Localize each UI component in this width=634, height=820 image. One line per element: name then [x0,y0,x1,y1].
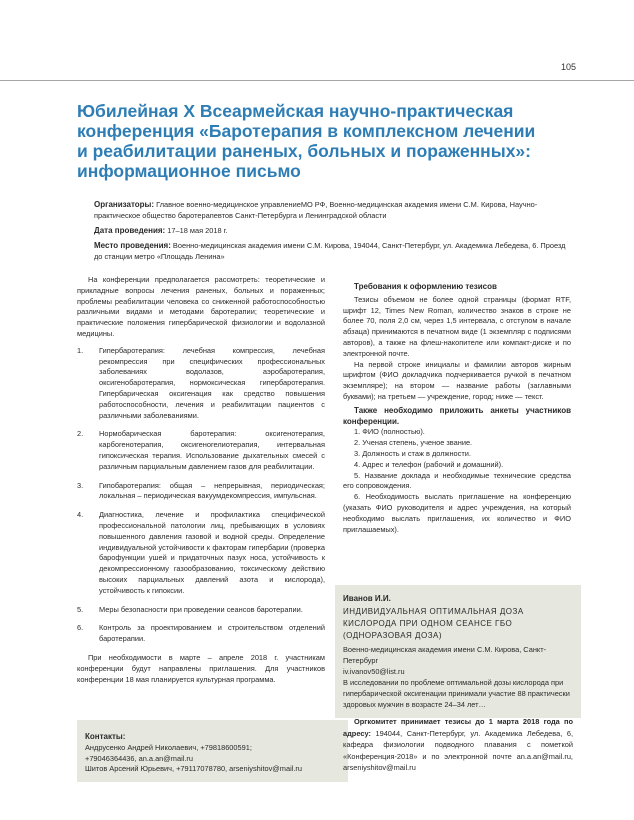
list-number: 1. [77,345,84,355]
event-date [94,225,574,236]
orgcom-text: 194044, Санкт-Петербург, ул. Академика Лебедева, 6, кафедра физиологии подводного плавания с пометкой «Конференция-2018» и по электронной почте an.a.an@mail.ru, arseniyshitov@mail.ru [343,728,574,772]
list-item [77,481,325,503]
abstract-email: iv.ivanov50@list.ru [343,667,405,676]
contacts-box [77,720,348,782]
organizers-text: Главное военно-медицинское управлениеМО РФ, Военно-медицинская академия имени С.М. Кирова, Научно-практическое общество баротерапевтов Санкт-Петербурга и Ленинградской области [94,200,538,220]
contact-line: +79046364436, an.a.an@mail.ru [85,753,193,763]
list-number: 6. [77,623,84,633]
list-item [77,510,325,596]
page-number: 105 [560,62,576,72]
contacts-label: Контакты: [85,732,126,741]
list-item: 2. Ученая степень, ученое звание. [354,438,473,448]
requirements-paragraph: На первой строке инициалы и фамилии авторов жирным шрифтом (ФИО докладчика подчеркивается ручкой в печатном экземпляре); на втором — название работы (заглавными буквами); на третьем — учреждение, город; ниже — текст. [343,359,571,401]
abstract-text: В исследовании по проблеме оптимальной дозы кислорода при гипербарической оксигенации принимали участие 88 практически здоровых мужчин в возрасте 24–34 лет… [343,678,570,709]
orgcom-notice [343,716,573,774]
list-item: 4. Адрес и телефон (рабочий и домашний). [354,459,504,469]
list-item [77,429,325,472]
list-number: 4. [77,510,84,520]
header-rule [0,80,634,81]
list-item [77,605,325,616]
organizers [94,199,574,221]
abstract-title: ИНДИВИДУАЛЬНАЯ ОПТИМАЛЬНАЯ ДОЗА КИСЛОРОДА ПРИ ОДНОМ СЕАНСЕ ГБО (ОДНОРАЗОВАЯ ДОЗА) [343,607,524,640]
orgcom-bold: Оргкомитет принимает тезисы до 1 марта 2018 года по адресу: [343,717,573,738]
list-item: 5. Название доклада и необходимые технические средства его сопровождения. [343,470,571,491]
list-text: Гипобаротерапия: общая – непрерывная, периодическая; локальная – периодическая вакуумдекомпрессия, импульсная. [99,480,325,501]
requirements-paragraph: Тезисы объемом не более одной страницы (формат RTF, шрифт 12, Times New Roman, количество знаков в строке не более 70, поля 2,0 см, через 1,5 интервала, с отступом в начале абзаца) принимаются в печатном виде (1 экземпляр с подписями авторов), а также на флеш-накопителе или компакт-диске и по электронной почте. [343,294,571,358]
contact-line: Шитов Арсений Юрьевич, +79117078780, arseniyshitov@mail.ru [85,764,302,774]
abstract-institution: Военно-медицинская академия имени С.М. Кирова, Санкт-Петербург [343,645,547,665]
event-venue [94,240,574,262]
abstract-author: Иванов И.И. [343,594,391,603]
list-item: 1. ФИО (полностью). [354,427,425,437]
topics-list [77,346,325,645]
intro-paragraph: На конференции предполагается рассмотреть: теоретические и прикладные вопросы лечения раненых, больных и пораженных; проблемы реабилитации человека со сниженной работоспособностью различными видами и методами баротерапии; теоретические и практические положения гипербарической физиологии и водолазной медицины. [77,275,325,338]
event-meta [94,199,574,266]
list-text: Нормобарическая баротерапия: оксигенотерапия, карбогенотерапия, оксигеногелиотерапия, интервальная гипоксическая терапия. Использование дыхательных смесей с различным парциальным давлением газов для реабилитации. [99,429,325,471]
list-text: Гипербаротерапия: лечебная компрессия, лечебная рекомпрессия при специфических профессиональных заболеваниях водолазов, аэробаротерапия, оксигенобаротерапия, нормоксическая гипербаротерапия. Гипербарическая оксигенация как средство повышения работоспособности, лечения и реабилитации пациентов с различными заболеваниями. [99,345,325,420]
list-text: Диагностика, лечение и профилактика специфической профессиональной патологии лиц, пребывающих в условиях повышенного давления газовой и водной среды. Определение индивидуальной устойчивости к факторам гипербарии (проверка барофункции ушей и придаточных пазух носа, устойчивость к декомпрессионному газообразованию, токсическому действию высоких парциальных давлений азота и кислорода), устойчивость к гипоксии. [99,510,325,595]
sample-abstract-box [335,585,581,718]
list-text: Контроль за проектированием и строительством отделений баротерапии. [99,623,325,644]
contact-line: Андрусенко Андрей Николаевич, +79818600591; [85,742,252,752]
organizers-label: Организаторы: [94,200,155,209]
list-number: 5. [77,604,84,614]
list-item: 6. Необходимость выслать приглашение на конференцию (указать ФИО руководителя и адрес учреждения, на который необходимо выслать приглашения, их количество и ФИО приглашаемых). [343,492,571,534]
list-number: 3. [77,480,84,490]
date-label: Дата проведения: [94,226,166,235]
requirements-heading: Требования к оформлению тезисов [354,282,497,291]
left-column [77,275,325,685]
date-text: 17–18 мая 2018 г. [167,226,228,235]
questionnaire-heading: Также необходимо приложить анкеты участников конференции. [343,405,571,426]
list-text: Меры безопасности при проведении сеансов баротерапии. [99,604,303,614]
right-column [343,282,571,535]
list-item [77,346,325,422]
venue-text: Военно-медицинская академия имени С.М. Кирова, 194044, Санкт-Петербург, ул. Академика Лебедева, 6. Проезд до станции метро «Площадь Ленина» [94,241,566,261]
list-item [77,623,325,645]
venue-label: Место проведения: [94,241,171,250]
closing-paragraph: При необходимости в марте – апреле 2018 г. участникам конференции будут направлены приглашения. Для участников конференции 18 мая планируется культурная программа. [77,652,325,684]
article-title: Юбилейная X Всеармейская научно-практическая конференция «Баротерапия в комплексном лечении и реабилитации раненых, больных и пораженных»: информационное письмо [77,101,536,181]
list-number: 2. [77,429,84,439]
questionnaire-list [343,427,571,535]
list-item: 3. Должность и стаж в должности. [354,448,471,458]
